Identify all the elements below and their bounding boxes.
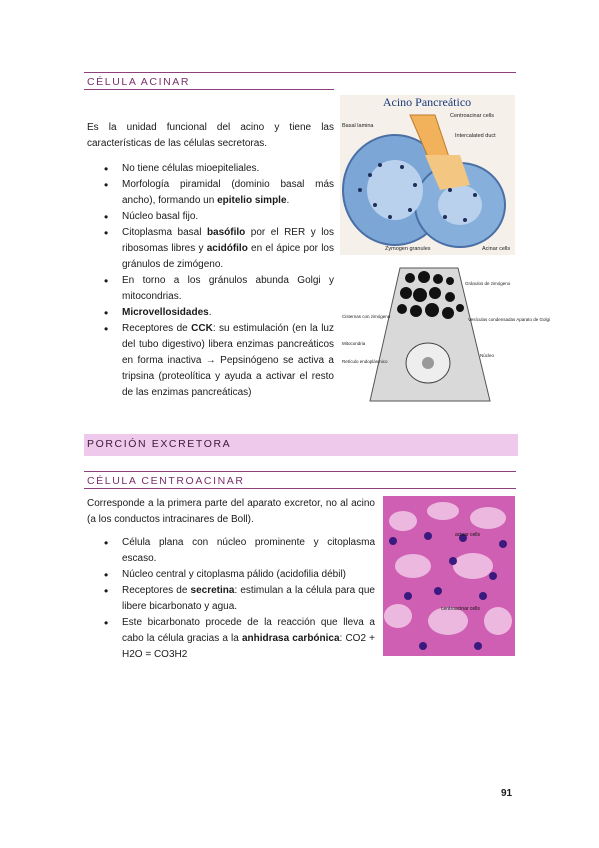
svg-text:Vesículas condensadas Aparato: Vesículas condensadas Aparato de Golgi — [468, 317, 551, 322]
section-rule-centroacinar — [84, 488, 516, 489]
svg-text:Gránulos de zimógeno: Gránulos de zimógeno — [465, 281, 511, 286]
histology-image — [383, 496, 515, 656]
section-title-acinar: CÉLULA ACINAR — [87, 76, 191, 88]
list-item: • En torno a los gránulos abunda Golgi y mitocondrias. — [102, 273, 334, 305]
list-item: • Citoplasma basal basófilo por el RER y los ribosomas libres y acidófilo en el ápice por los gránulos de zimógeno. — [102, 225, 334, 273]
centroacinar-intro: Corresponde a la primera parte del aparato excretor, no al acino (a los conductos intracinares de Boll). — [87, 498, 375, 525]
svg-text:Basal lamina: Basal lamina — [342, 123, 374, 129]
svg-text:Acinar cells: Acinar cells — [482, 246, 511, 252]
svg-text:acinar cells: acinar cells — [455, 532, 481, 538]
svg-text:Retículo endoplásmico: Retículo endoplásmico — [342, 359, 388, 364]
section-rule-top — [84, 72, 516, 73]
section-rule-mid — [84, 471, 516, 472]
figure1-title: Acino Pancreático — [382, 95, 472, 109]
acino-pancreatico-figure — [340, 95, 515, 255]
section-rule-acinar — [84, 89, 334, 90]
page-number: 91 — [501, 788, 513, 799]
list-item: • Morfología piramidal (dominio basal más ancho), formando un epitelio simple. — [102, 177, 334, 209]
svg-text:Intercalated duct: Intercalated duct — [455, 133, 496, 139]
list-item: • Célula plana con núcleo prominente y citoplasma escaso. — [102, 535, 375, 567]
svg-text:Zymogen granules: Zymogen granules — [385, 246, 431, 252]
svg-text:Cisternas con zimógeno: Cisternas con zimógeno — [342, 314, 391, 319]
acinar-cell-diagram — [340, 263, 551, 405]
centroacinar-bullet-list — [102, 535, 375, 663]
acinar-bullet-list — [102, 161, 334, 401]
svg-text:Centroacinar cells: Centroacinar cells — [450, 113, 495, 119]
list-item: • Núcleo basal fijo. — [102, 209, 334, 225]
acinar-intro: Es la unidad funcional del acino y tiene las características de las células secretoras. — [87, 122, 334, 149]
section-title-centroacinar: CÉLULA CENTROACINAR — [87, 475, 245, 487]
porcion-excretora-band — [84, 434, 518, 456]
list-item: • Microvellosidades. — [102, 305, 334, 321]
svg-text:Mitocondria: Mitocondria — [342, 341, 366, 346]
list-item: • Núcleo central y citoplasma pálido (acidofilia débil) — [102, 567, 375, 583]
band-title: PORCIÓN EXCRETORA — [87, 438, 232, 450]
svg-text:Núcleo: Núcleo — [480, 353, 495, 358]
list-item: • No tiene células mioepiteliales. — [102, 161, 334, 177]
list-item: • Este bicarbonato procede de la reacción que lleva a cabo la célula gracias a la anhidrasa carbónica: CO2 + H2O = CO3H2 — [102, 615, 375, 663]
list-item: • Receptores de secretina: estimulan a la célula para que libere bicarbonato y agua. — [102, 583, 375, 615]
svg-text:centroacinar cells: centroacinar cells — [441, 606, 480, 612]
list-item: • Receptores de CCK: su estimulación (en la luz del tubo digestivo) libera enzimas pancreáticos en forma inactiva → Pepsinógeno se activa a tripsina (proteolítica y ayuda a activar el resto de las enzimas pancreáticas) — [102, 321, 334, 401]
